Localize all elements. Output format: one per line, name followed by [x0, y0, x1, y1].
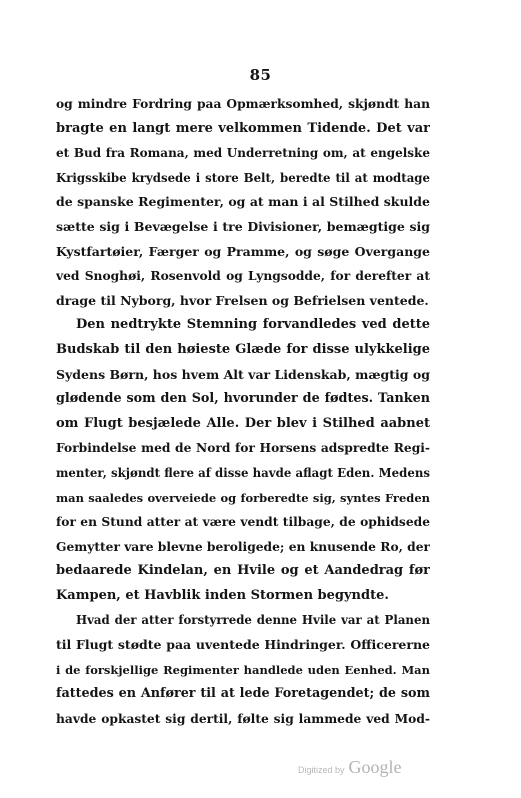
page-number: 85 [249, 66, 272, 84]
text-line: fattedes en Anfører til at lede Foretagendet; de som [56, 686, 430, 702]
text-line: Den nedtrykte Stemning forvandledes ved dette [76, 317, 430, 333]
text-line: et Bud fra Romana, med Underretning om, at engelske [56, 146, 430, 161]
text-line: havde opkastet sig dertil, følte sig lammede ved Mod- [56, 710, 430, 726]
text-line: de spanske Regimenter, og at man i al Stilhed skulde [56, 194, 430, 210]
text-line: ved Snoghøi, Rosenvold og Lyngsodde, for derefter at [56, 268, 430, 284]
text-line: Hvad der atter forstyrrede denne Hvile var at Planen [76, 613, 430, 628]
text-line: Gemytter vare blevne beroligede; en knusende Ro, der [56, 538, 430, 554]
text-line: i de forskjellige Regimenter handlede uden Eenhed. Man [56, 662, 430, 677]
body-text [56, 92, 430, 731]
text-line: Sydens Børn, hos hvem Alt var Lidenskab, mægtig og [56, 366, 430, 382]
text-line: Forbindelse med de Nord for Horsens adspredte Regi- [56, 440, 430, 456]
text-line: sætte sig i Bevægelse i tre Divisioner, bemægtige sig [56, 218, 430, 234]
text-line: bedaarede Kindelan, en Hvile og et Aandedrag før [56, 563, 430, 579]
digitization-watermark [298, 757, 402, 778]
watermark-prefix: Digitized by [298, 765, 345, 775]
text-line: Kystfartøier, Færger og Pramme, og søge Overgange [56, 243, 430, 259]
text-line: man saaledes overveiede og forberedte sig, syntes Freden [56, 490, 430, 505]
text-line: drage til Nyborg, hvor Frelsen og Befrielsen ventede. [56, 292, 429, 308]
text-line: Krigsskibe krydsede i store Belt, beredte til at modtage [56, 170, 430, 185]
text-line: menter, skjøndt flere af disse havde aflagt Eden. Medens [56, 465, 430, 480]
text-line: om Flugt besjælede Alle. Der blev i Stilhed aabnet [56, 415, 430, 431]
text-line: til Flugt stødte paa uventede Hindringer. Officererne [56, 637, 430, 653]
text-line: Kampen, et Havblik inden Stormen begyndte. [56, 587, 389, 603]
text-line: Budskab til den høieste Glæde for disse ulykkelige [56, 341, 430, 357]
text-line: for en Stund atter at være vendt tilbage, de ophidsede [56, 514, 430, 530]
google-logo: Google [348, 757, 402, 777]
text-line: bragte en langt mere velkommen Tidende. Det var [56, 120, 430, 136]
text-line: glødende som den Sol, hvorunder de fødtes. Tanken [56, 391, 430, 407]
text-line: og mindre Fordring paa Opmærksomhed, skjøndt han [56, 96, 430, 111]
